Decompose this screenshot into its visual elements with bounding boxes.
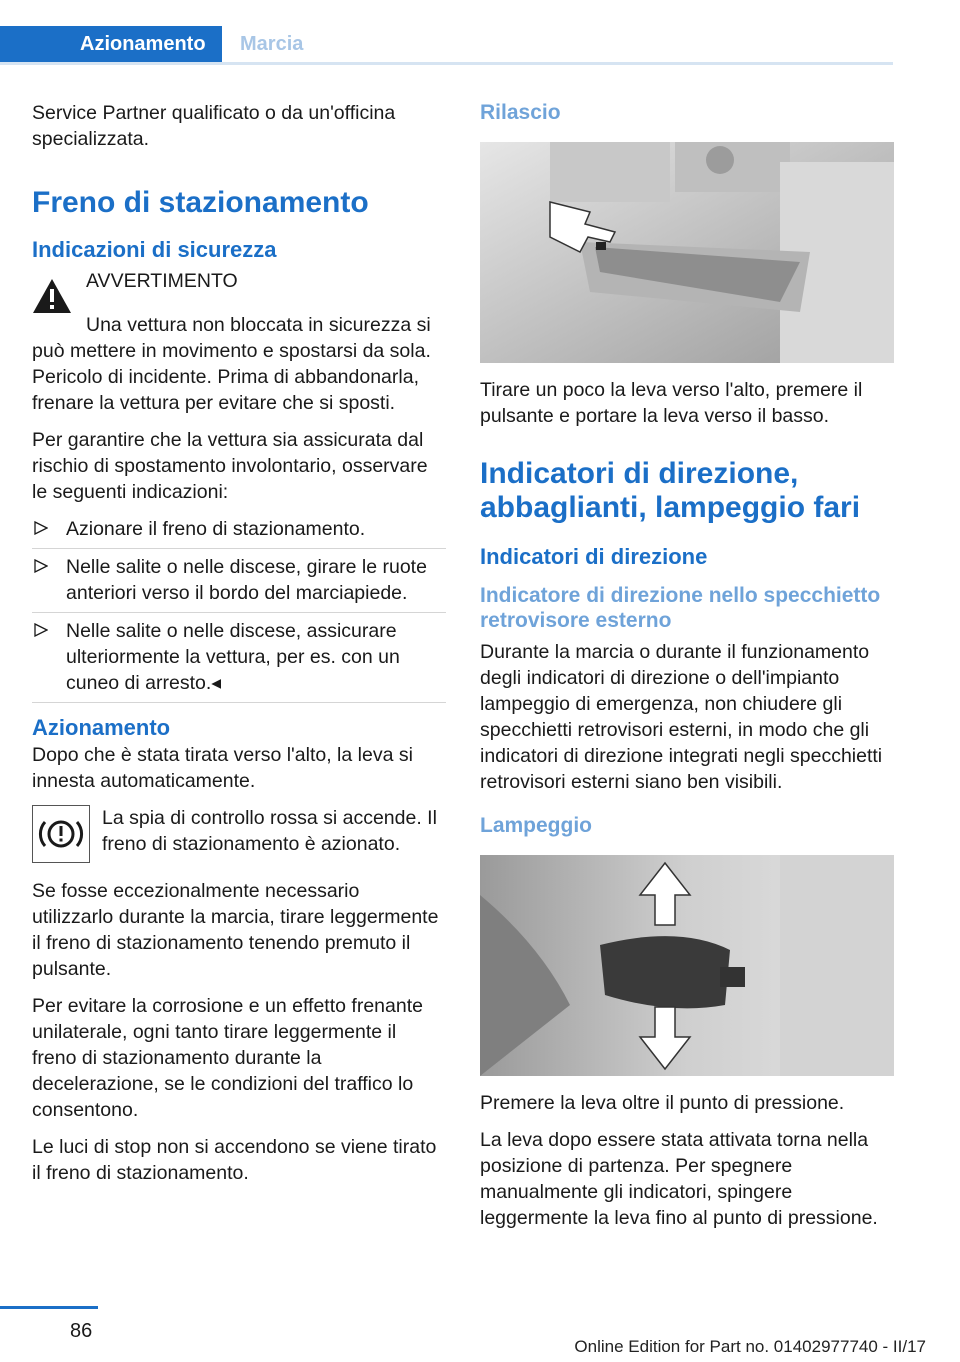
bullet-triangle-icon <box>34 521 48 535</box>
intro-text: Service Partner qualificato o da un'officina specializzata. <box>32 102 396 150</box>
paragraph-flash-return: La leva dopo essere stata attivata torna nella posizione di partenza. Per spegnere manualmente gli indicatori, spingere leggermente la leva fino al punto di pressione. <box>480 1129 878 1229</box>
heading-turn-signals: Indicatori di direzione <box>480 544 708 569</box>
right-column <box>480 100 894 1242</box>
page-number: 86 <box>70 1320 93 1342</box>
section-title-turn-signals: Indicatori di direzione, abbaglianti, lampeggio fari <box>480 457 861 524</box>
paragraph-stop-lights: Le luci di stop non si accendono se viene tirato il freno di stazionamento. <box>32 1136 437 1184</box>
tab-azionamento[interactable]: Azionamento <box>0 26 222 62</box>
paragraph-release: Tirare un poco la leva verso l'alto, premere il pulsante e portare la leva verso il basso. <box>480 379 863 427</box>
footer-rule <box>0 1306 98 1309</box>
paragraph-mirror: Durante la marcia o durante il funzionamento degli indicatori di direzione o dell'impianto lampeggio di emergenza, non chiudere gli specchietti retrovisori esterni, in modo che gli indicatori di direzione integrati negli specchietti retrovisori esterni siano ben visibili. <box>480 641 883 793</box>
handbrake-release-image <box>480 142 894 363</box>
paragraph-flash-press: Premere la leva oltre il punto di pressione. <box>480 1092 845 1114</box>
paragraph-use-while-driving: Se fosse eccezionalmente necessario utilizzarlo durante la marcia, tirare leggermente il freno di stazionamento tenendo premuto il pulsante. <box>32 880 439 980</box>
paragraph-operation: Dopo che è stata tirata verso l'alto, la leva si innesta automaticamente. <box>32 744 413 792</box>
list-item: Nelle salite o nelle discese, assicurare ulteriormente la vettura, per es. con un cuneo di arresto.◂ <box>32 618 446 696</box>
indicator-text: La spia di controllo rossa si accende. Il freno di stazionamento è azionato. <box>102 807 437 855</box>
heading-mirror-indicator: Indicatore di direzione nello specchietto retrovisore esterno <box>480 584 881 632</box>
warning-block <box>32 272 446 314</box>
tab-marcia[interactable]: Marcia <box>240 33 304 55</box>
section-title-parking-brake: Freno di stazionamento <box>32 186 369 219</box>
chapter-tabs <box>0 26 893 65</box>
bullet-triangle-icon <box>34 623 48 637</box>
heading-operation: Azionamento <box>32 715 171 740</box>
indicator-block <box>32 805 446 868</box>
heading-release: Rilascio <box>480 101 561 124</box>
warning-triangle-icon <box>32 278 72 314</box>
left-column <box>32 100 446 1197</box>
paragraph-corrosion: Per evitare la corrosione e un effetto frenante unilaterale, ogni tanto tirare leggermente il freno di stazionamento durante la decelerazione, se le condizioni del traffico lo consentono. <box>32 995 423 1121</box>
heading-flash: Lampeggio <box>480 814 593 837</box>
bullet-triangle-icon <box>34 559 48 573</box>
parking-brake-warning-icon <box>32 805 90 863</box>
stalk-flash-image <box>480 855 894 1076</box>
paragraph-indications: Per garantire che la vettura sia assicurata dal rischio di spostamento involontario, osservare le seguenti indicazioni: <box>32 429 428 503</box>
list-item: Nelle salite o nelle discese, girare le ruote anteriori verso il bordo del marciapiede. <box>32 554 446 606</box>
warning-title: AVVERTIMENTO <box>86 270 238 292</box>
edition-text: Online Edition for Part no. 01402977740 - II/17 <box>574 1337 926 1356</box>
list-item: Azionare il freno di stazionamento. <box>32 516 446 542</box>
warning-text: Una vettura non bloccata in sicurezza si può mettere in movimento e spostarsi da sola. Pericolo di incidente. Prima di abbandonarla, frenare la vettura per evitare che si sposti. <box>32 314 431 414</box>
heading-safety: Indicazioni di sicurezza <box>32 237 277 262</box>
safety-list <box>32 516 446 696</box>
